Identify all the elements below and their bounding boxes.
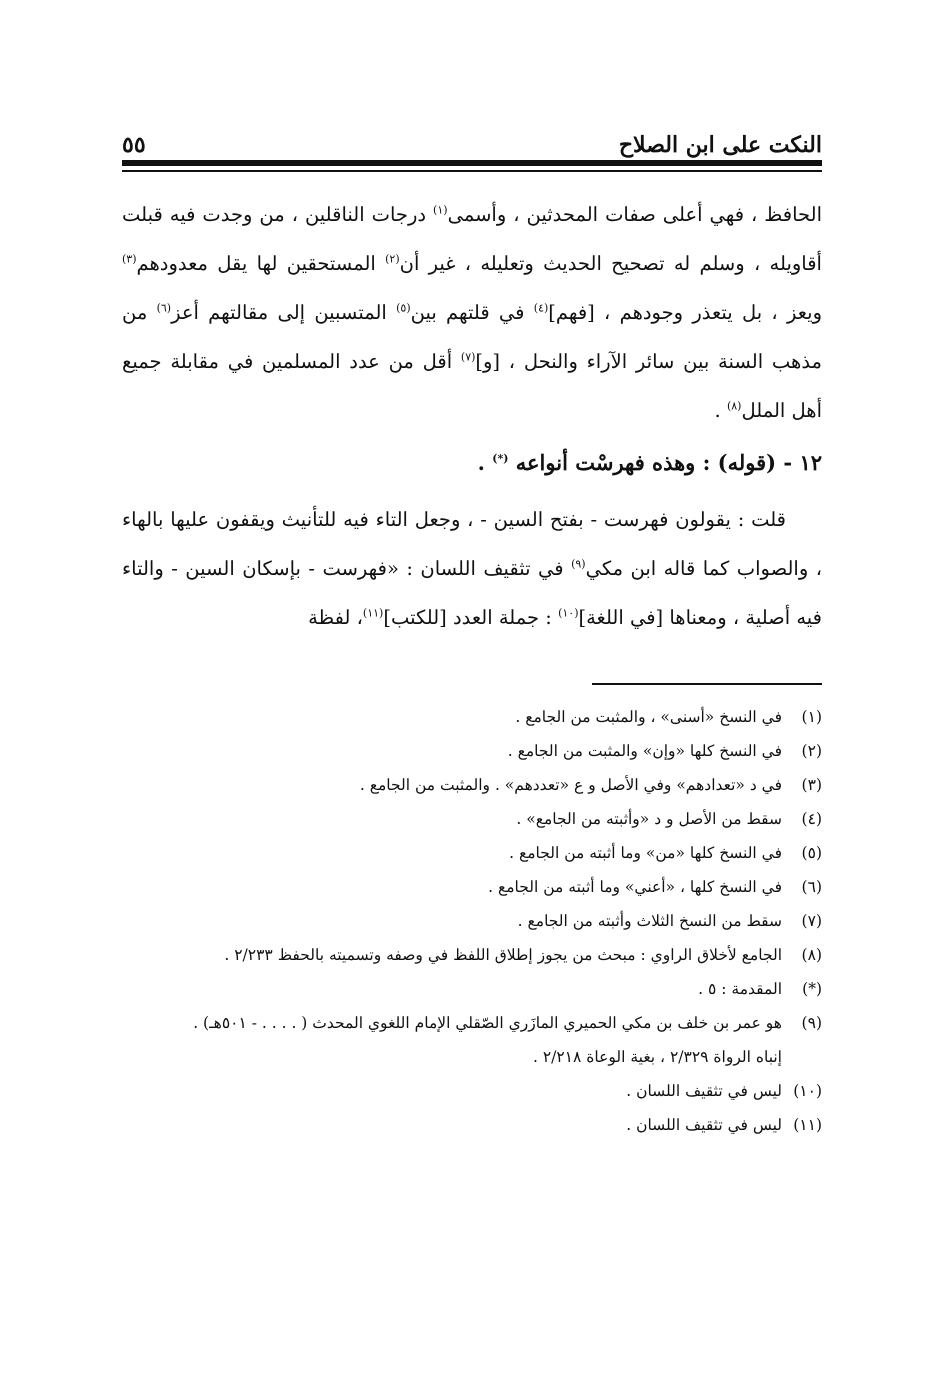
main-text	[122, 190, 822, 642]
footnote-ref[interactable]: (٨)	[726, 399, 742, 413]
paragraph-1: الحافظ ، فهي أعلى صفات المحدثين ، وأسمى$^{(١)}$ درجات الناقلين ، من وجدت فيه قبلت أقاويله ، وسلم له تصحيح الحديث وتعليله ، غير أن$^{(٢)}$ المستحقين لها يقل معدودهم$^{(٣)}$ ويعز ، بل يتعذر وجودهم ، [فهم]$^{(٤)}$ في قلتهم بين$^{(٥)}$ المتسبين إلى مقالتهم أعز$^{(٦)}$ من مذهب السنة بين سائر الآراء والنحل ، [و]$^{(٧)}$ أقل من عدد المسلمين في مقابلة جميع أهل الملل$^{(٨)}$ .	[122, 203, 823, 422]
footnote-1: (١) في النسخ «أسنى» ، والمثبت من الجامع .	[515, 708, 822, 726]
footnote-ref[interactable]: (١)	[433, 203, 448, 217]
footnotes	[122, 700, 822, 1142]
footnote-star: (*) المقدمة : ٥ .	[698, 980, 822, 998]
header-rule-thick	[122, 160, 822, 166]
running-title: النكت على ابن الصلاح	[618, 132, 822, 158]
footnote-separator	[592, 683, 822, 685]
footnote-ref[interactable]: (*)	[492, 452, 509, 465]
section-heading: ١٢ - (قوله) : وهذه فهرسْت أنواعه (*) .	[477, 450, 822, 475]
footnote-5: (٥) في النسخ كلها «من» وما أثبته من الجامع .	[509, 844, 822, 862]
page-number: ٥٥	[122, 132, 146, 158]
footnote-ref[interactable]: (٥)	[396, 301, 411, 315]
footnote-3: (٣) في د «تعدادهم» وفي الأصل و ع «تعددهم» . والمثبت من الجامع .	[359, 776, 822, 794]
running-header	[122, 118, 822, 158]
footnote-ref[interactable]: (١٠)	[558, 606, 579, 620]
paragraph-2: قلت : يقولون فهرست - بفتح السين - ، وجعل التاء فيه للتأنيث ويقفون عليها بالهاء ، والصواب كما قاله ابن مكي$^{(٩)}$ في تثقيف اللسان : «فهرست - بإسكان السين - والتاء فيه أصلية ، ومعناها [في اللغة]$^{(١٠)}$ : جملة العدد [للكتب]$^{(١١)}$، لفظة	[122, 508, 823, 629]
footnote-10: (١٠) ليس في تثقيف اللسان .	[626, 1082, 822, 1100]
footnote-ref[interactable]: (٢)	[385, 252, 400, 266]
header-rule-thin	[122, 170, 822, 172]
footnote-6: (٦) في النسخ كلها ، «أعني» وما أثبته من الجامع .	[488, 878, 822, 896]
footnote-ref[interactable]: (٩)	[571, 557, 586, 571]
footnote-9: (٩) هو عمر بن خلف بن مكي الحميري المازَري الصّقلي الإمام اللغوي المحدث ( . . . . - ٥٠١هـ) .	[193, 1014, 822, 1032]
footnote-4: (٤) سقط من الأصل و د «وأثبته من الجامع» .	[516, 810, 822, 828]
footnote-2: (٢) في النسخ كلها «وإن» والمثبت من الجامع .	[507, 742, 822, 760]
footnote-ref[interactable]: (٦)	[156, 301, 172, 315]
footnote-8: (٨) الجامع لأخلاق الراوي : مبحث من يجوز إطلاق اللفظ في وصفه وتسميته بالحفظ ٢/٢٣٣ .	[224, 946, 822, 964]
footnote-ref[interactable]: (٤)	[533, 301, 549, 315]
footnote-ref[interactable]: (١١)	[362, 606, 384, 620]
footnote-9-sources: إنباه الرواة ٢/٣٢٩ ، بغية الوعاة ٢/٢١٨ .	[532, 1048, 782, 1066]
footnote-ref[interactable]: (٣)	[122, 252, 137, 266]
footnote-7: (٧) سقط من النسخ الثلاث وأثبته من الجامع .	[517, 912, 822, 930]
footnote-11: (١١) ليس في تثقيف اللسان .	[626, 1116, 822, 1134]
footnote-ref[interactable]: (٧)	[460, 350, 476, 364]
